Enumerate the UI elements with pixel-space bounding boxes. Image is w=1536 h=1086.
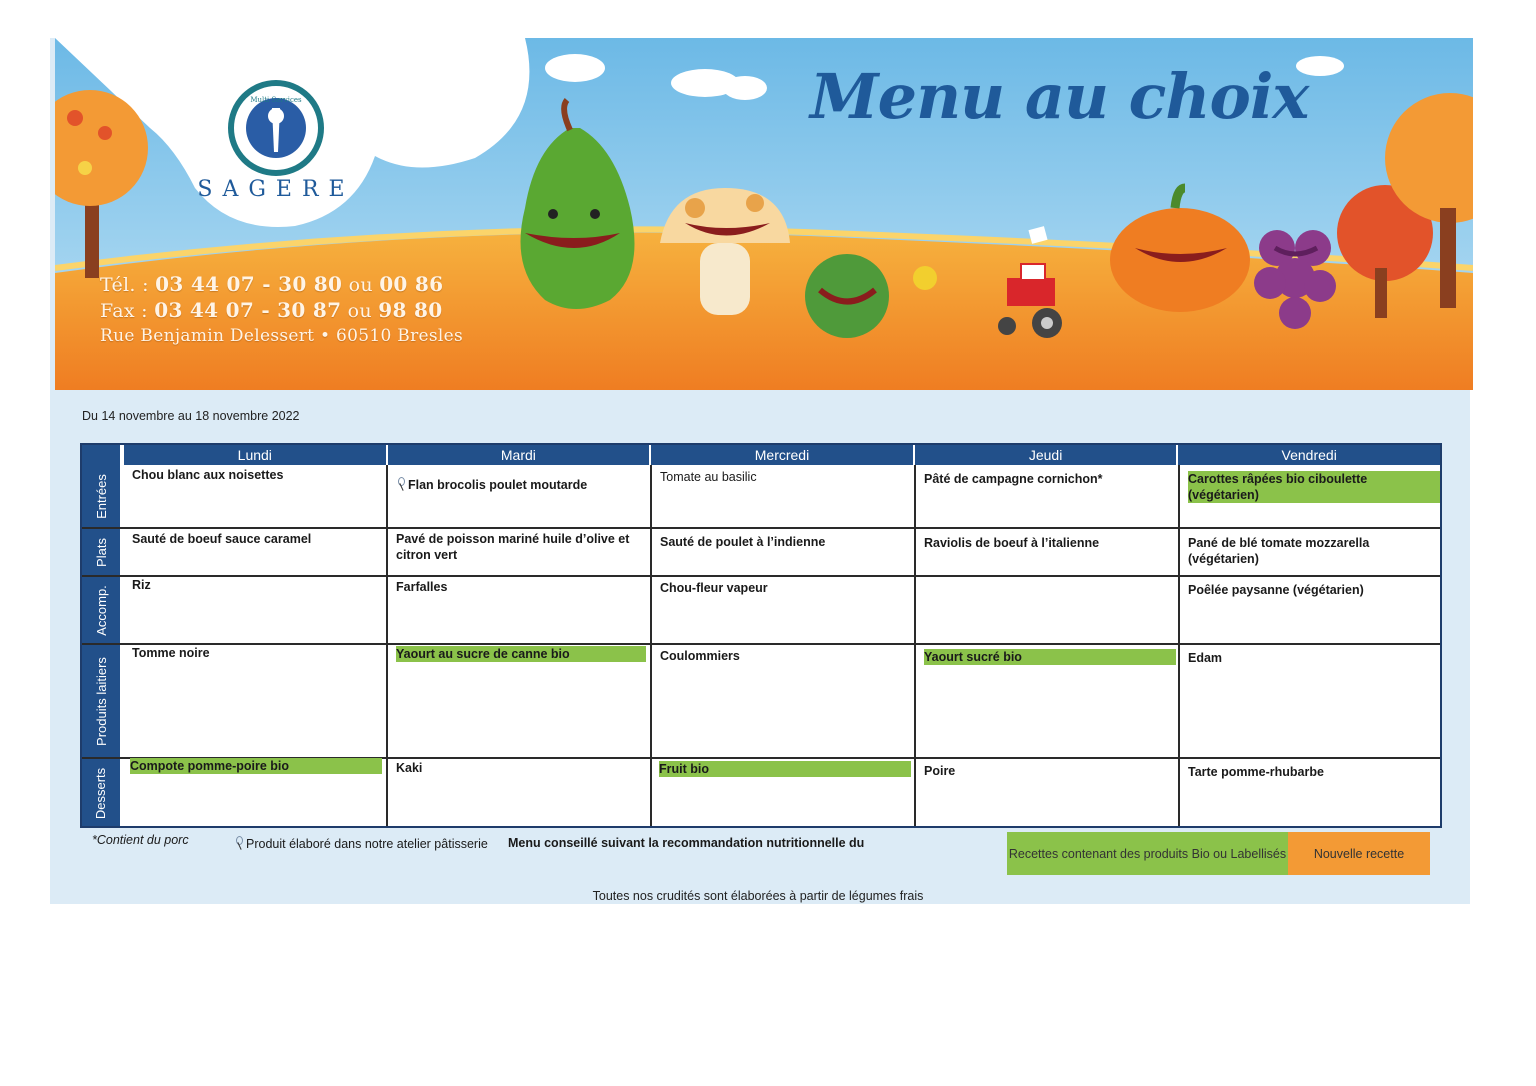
cell-dessert-lundi: Compote pomme-poire bio <box>130 758 382 774</box>
category-produits-laitiers: Produits laitiers <box>93 656 109 746</box>
cell-entree-mardi-text: Flan brocolis poulet moutarde <box>408 478 588 492</box>
pork-note: *Contient du porc <box>92 833 189 847</box>
workshop-note-text: Produit élaboré dans notre atelier pâtisserie <box>246 837 488 851</box>
cell-entree-lundi: Chou blanc aux noisettes <box>132 468 284 482</box>
fax-alt-number: 98 80 <box>378 298 443 322</box>
cell-plat-lundi: Sauté de boeuf sauce caramel <box>132 532 312 546</box>
workshop-note <box>234 836 488 851</box>
legend-new-recipe: Nouvelle recette <box>1288 832 1430 875</box>
whisk-icon <box>396 477 406 491</box>
header-banner <box>55 38 1473 390</box>
phone-line <box>100 272 463 298</box>
cell-plat-mercredi: Sauté de poulet à l’indienne <box>660 535 826 549</box>
fax-line <box>100 298 463 324</box>
category-entrees: Entrées <box>93 473 109 519</box>
cell-plat-jeudi: Raviolis de boeuf à l’italienne <box>924 536 1100 550</box>
column-divider <box>386 465 388 826</box>
cell-accomp-mardi: Farfalles <box>396 580 448 594</box>
cell-accomp-mercredi: Chou-fleur vapeur <box>660 581 768 595</box>
cell-dessert-mardi: Kaki <box>396 761 423 775</box>
category-plats: Plats <box>93 537 109 567</box>
logo-text: SAGERE <box>197 177 355 202</box>
row-divider <box>82 527 1440 529</box>
address: Rue Benjamin Delessert • 60510 Bresles <box>100 326 464 346</box>
cell-accomp-lundi: Riz <box>132 578 151 592</box>
phone-number: 03 44 07 - 30 80 <box>155 272 343 296</box>
cell-entree-vendredi: Carottes râpées bio ciboulette (végétarien) <box>1188 471 1440 503</box>
legend-bio: Recettes contenant des produits Bio ou Labellisés <box>1007 832 1288 875</box>
phone-label: Tél. : <box>100 274 149 296</box>
days-header <box>122 445 1440 465</box>
cell-laitier-mardi: Yaourt au sucre de canne bio <box>396 646 646 662</box>
page-title: Menu au choix <box>810 60 1309 133</box>
day-header-mercredi: Mercredi <box>649 445 913 465</box>
cell-laitier-vendredi: Edam <box>1188 651 1223 665</box>
menu-table <box>80 443 1442 828</box>
category-desserts: Desserts <box>93 767 109 819</box>
cell-entree-mardi <box>396 477 642 493</box>
cell-plat-vendredi: Pané de blé tomate mozzarella (végétarien) <box>1188 536 1370 566</box>
cell-entree-jeudi: Pâté de campagne cornichon* <box>924 472 1103 486</box>
fax-separator: ou <box>347 300 372 322</box>
cell-plat-mardi: Pavé de poisson mariné huile d’olive et citron vert <box>396 532 630 562</box>
cell-dessert-vendredi: Tarte pomme-rhubarbe <box>1188 765 1324 779</box>
day-header-jeudi: Jeudi <box>913 445 1177 465</box>
logo-subtext: Multi Services <box>250 96 302 104</box>
whisk-icon <box>234 836 244 850</box>
cell-laitier-lundi: Tomme noire <box>132 646 210 660</box>
day-header-lundi: Lundi <box>122 445 386 465</box>
day-header-vendredi: Vendredi <box>1176 445 1440 465</box>
fax-number: 03 44 07 - 30 87 <box>154 298 342 322</box>
cell-dessert-jeudi: Poire <box>924 764 956 778</box>
phone-alt-number: 00 86 <box>379 272 444 296</box>
column-divider <box>1178 465 1180 826</box>
column-divider <box>914 465 916 826</box>
category-accomp: Accomp. <box>93 584 109 636</box>
nutrition-note: Menu conseillé suivant la recommandation nutritionnelle du <box>508 836 865 850</box>
cell-accomp-vendredi: Poêlée paysanne (végétarien) <box>1188 583 1364 597</box>
cell-entree-mercredi: Tomate au basilic <box>660 470 757 484</box>
cell-laitier-jeudi: Yaourt sucré bio <box>924 649 1176 665</box>
day-header-mardi: Mardi <box>386 445 650 465</box>
sagere-logo <box>150 38 430 270</box>
menu-period: Du 14 novembre au 18 novembre 2022 <box>82 409 300 423</box>
cell-dessert-mercredi: Fruit bio <box>659 761 911 777</box>
cell-laitier-mercredi: Coulommiers <box>660 649 740 663</box>
phone-separator: ou <box>348 274 373 296</box>
contact-block <box>100 272 463 349</box>
column-divider <box>650 465 652 826</box>
crudites-note: Toutes nos crudités sont élaborées à partir de légumes frais <box>592 889 924 903</box>
fax-label: Fax : <box>100 300 148 322</box>
